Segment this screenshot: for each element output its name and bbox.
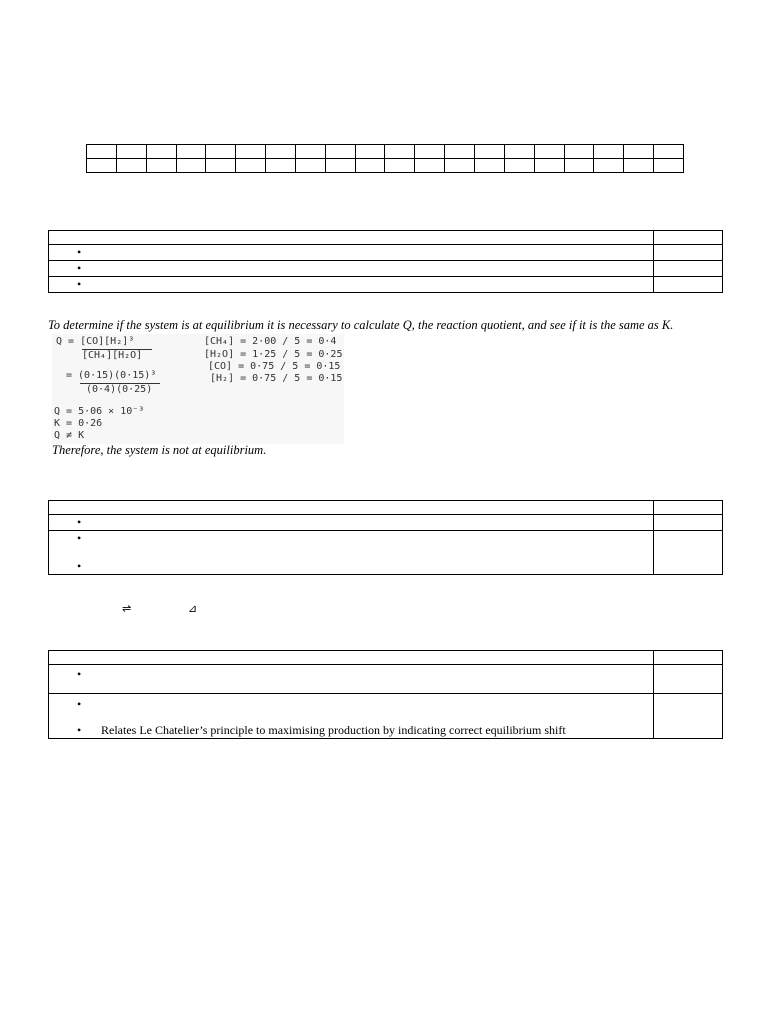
answer-cell[interactable] xyxy=(266,159,296,173)
answer-cell[interactable] xyxy=(564,145,594,159)
criteria-cell xyxy=(49,277,654,293)
answer-cell[interactable] xyxy=(445,159,475,173)
substitution-numerator: = (0·15)(0·15)³ xyxy=(66,370,157,381)
answer-cell[interactable] xyxy=(415,159,445,173)
answer-cell[interactable] xyxy=(355,145,385,159)
substitution-denominator: (0·4)(0·25) xyxy=(86,384,153,395)
criteria-bullet xyxy=(49,261,653,275)
criteria-header-row xyxy=(49,651,723,665)
answer-cell[interactable] xyxy=(654,145,684,159)
criteria-bullet xyxy=(49,277,653,291)
criteria-row xyxy=(49,694,723,739)
answer-cell[interactable] xyxy=(594,159,624,173)
marks-cell xyxy=(654,277,723,293)
marks-cell xyxy=(654,515,723,531)
criteria-bullet xyxy=(49,667,653,681)
answer-cell[interactable] xyxy=(534,145,564,159)
answer-cell[interactable] xyxy=(146,145,176,159)
answer-cell[interactable] xyxy=(206,145,236,159)
q-value: Q = 5·06 × 10⁻³ xyxy=(54,406,145,417)
criteria-cell xyxy=(49,515,654,531)
answer-cell[interactable] xyxy=(295,159,325,173)
q-expression-numerator: Q = [CO][H₂]³ xyxy=(56,336,135,347)
answer-cell[interactable] xyxy=(206,159,236,173)
criteria-bullet xyxy=(49,723,653,737)
marks-cell xyxy=(654,245,723,261)
q-expression-denominator: [CH₄][H₂O] xyxy=(82,350,143,361)
concentration-ch4: [CH₄] = 2·00 / 5 = 0·4 xyxy=(204,336,337,347)
criteria-row xyxy=(49,245,723,261)
explanation-conclusion: Therefore, the system is not at equilibrium. xyxy=(52,443,267,457)
k-value: K = 0·26 xyxy=(54,418,103,429)
answer-cell[interactable] xyxy=(504,145,534,159)
answer-cell[interactable] xyxy=(87,145,117,159)
answer-grid-row xyxy=(87,159,684,173)
answer-cell[interactable] xyxy=(564,159,594,173)
criteria-cell xyxy=(49,665,654,694)
criteria-header xyxy=(49,231,654,245)
answer-cell[interactable] xyxy=(176,145,206,159)
criteria-bullet xyxy=(49,697,653,711)
answer-cell[interactable] xyxy=(534,159,564,173)
le-chatelier-criterion: Relates Le Chatelier’s principle to maximising production by indicating correct equilibrium shift xyxy=(101,723,566,737)
triangle-icon: ⊿ xyxy=(188,602,198,615)
answer-cell[interactable] xyxy=(325,159,355,173)
answer-cell[interactable] xyxy=(325,145,355,159)
marks-header xyxy=(654,651,723,665)
criteria-header-row xyxy=(49,231,723,245)
concentration-h2o: [H₂O] = 1·25 / 5 = 0·25 xyxy=(204,349,343,360)
handwritten-working xyxy=(52,334,344,444)
criteria-bullet xyxy=(49,531,653,545)
concentration-co: [CO] = 0·75 / 5 = 0·15 xyxy=(208,361,341,372)
answer-cell[interactable] xyxy=(146,159,176,173)
marks-cell xyxy=(654,261,723,277)
marking-criteria-table-1 xyxy=(48,230,723,293)
answer-cell[interactable] xyxy=(385,145,415,159)
criteria-row xyxy=(49,277,723,293)
q-k-comparison: Q ≠ K xyxy=(54,430,85,441)
answer-cell[interactable] xyxy=(474,159,504,173)
criteria-row xyxy=(49,665,723,694)
criteria-cell xyxy=(49,531,654,575)
answer-cell[interactable] xyxy=(445,145,475,159)
answer-cell[interactable] xyxy=(594,145,624,159)
marks-cell xyxy=(654,665,723,694)
criteria-row xyxy=(49,261,723,277)
explanation-intro: To determine if the system is at equilibrium it is necessary to calculate Q, the reaction quotient, and see if it is the same as K. xyxy=(48,318,674,332)
criteria-header xyxy=(49,501,654,515)
criteria-bullet xyxy=(49,245,653,259)
criteria-header xyxy=(49,651,654,665)
marking-criteria-table-2 xyxy=(48,500,723,575)
criteria-cell xyxy=(49,694,654,739)
answer-cell[interactable] xyxy=(624,145,654,159)
answer-cell[interactable] xyxy=(355,159,385,173)
marks-header xyxy=(654,501,723,515)
equilibrium-arrow-icon: ⇌ xyxy=(122,602,132,615)
criteria-bullet xyxy=(49,515,653,529)
answer-cell[interactable] xyxy=(295,145,325,159)
answer-cell[interactable] xyxy=(385,159,415,173)
answer-cell[interactable] xyxy=(176,159,206,173)
criteria-cell xyxy=(49,261,654,277)
marks-cell xyxy=(654,531,723,575)
answer-cell[interactable] xyxy=(116,159,146,173)
criteria-row xyxy=(49,515,723,531)
criteria-header-row xyxy=(49,501,723,515)
marking-criteria-table-3 xyxy=(48,650,723,739)
answer-grid-row xyxy=(87,145,684,159)
concentration-h2: [H₂] = 0·75 / 5 = 0·15 xyxy=(210,373,343,384)
criteria-cell xyxy=(49,245,654,261)
answer-cell[interactable] xyxy=(474,145,504,159)
answer-cell[interactable] xyxy=(624,159,654,173)
answer-cell[interactable] xyxy=(116,145,146,159)
criteria-bullet xyxy=(49,559,653,573)
answer-cell[interactable] xyxy=(236,145,266,159)
answer-cell[interactable] xyxy=(504,159,534,173)
answer-cell[interactable] xyxy=(415,145,445,159)
answer-grid xyxy=(86,144,684,173)
marks-header xyxy=(654,231,723,245)
criteria-row xyxy=(49,531,723,575)
answer-cell[interactable] xyxy=(236,159,266,173)
answer-cell[interactable] xyxy=(654,159,684,173)
answer-cell[interactable] xyxy=(87,159,117,173)
answer-cell[interactable] xyxy=(266,145,296,159)
marks-cell xyxy=(654,694,723,739)
